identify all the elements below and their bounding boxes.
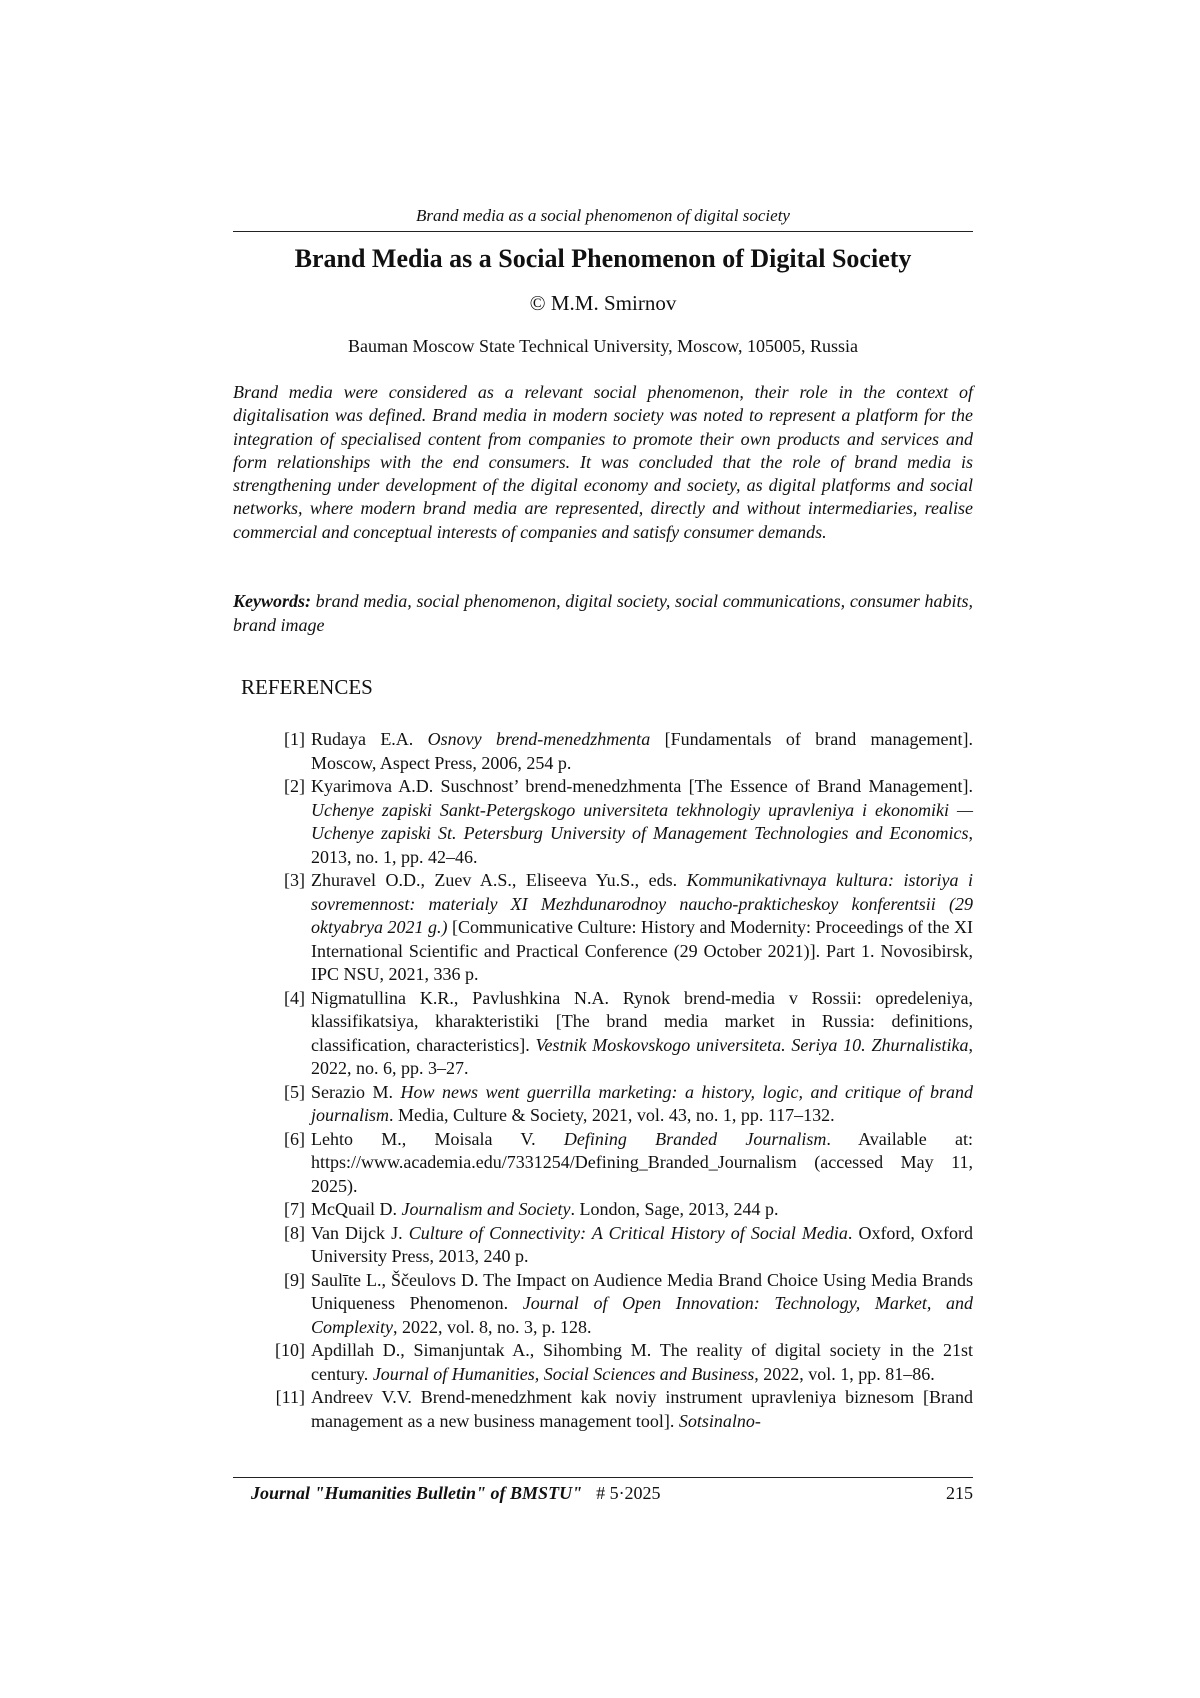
references-list xyxy=(233,728,973,1433)
reference-number: [6] xyxy=(284,1128,305,1149)
reference-item xyxy=(233,1386,973,1433)
article-title: Brand Media as a Social Phenomenon of Digital Society xyxy=(294,244,912,273)
reference-item xyxy=(233,1339,973,1386)
reference-title: How news went guerrilla marketing: a history, logic, and critique of brand journalism xyxy=(311,1081,973,1125)
reference-text: Saulīte L., Ščeulovs D. The Impact on Audience Media Brand Choice Using Media Brands Uniqueness Phenomenon. xyxy=(311,1269,973,1313)
reference-item xyxy=(233,1198,973,1222)
reference-number: [9] xyxy=(284,1269,305,1290)
reference-title: Kommunikativnaya kultura: istoriya i sovremennost: materialy XI Mezhdunarodnoy naucho-prakticheskoy konferentsii (29 oktyabrya 2021 g.) xyxy=(311,870,974,937)
reference-text: , 2022, vol. 1, pp. 81–86. xyxy=(754,1363,935,1384)
page-number: 215 xyxy=(946,1483,973,1503)
reference-number: [10] xyxy=(275,1340,305,1360)
reference-text: Serazio M. xyxy=(311,1081,401,1102)
footer xyxy=(251,1481,973,1505)
reference-item xyxy=(233,869,973,987)
reference-text: . Available at: https://www.academia.edu/7331254/Defining_Branded_Journalism (accessed May 11, 2025). xyxy=(311,1128,973,1196)
reference-item xyxy=(233,775,973,869)
keywords-text: brand media, social phenomenon, digital society, social communications, consumer habits, brand image xyxy=(233,591,973,635)
reference-item xyxy=(233,728,973,775)
reference-item xyxy=(233,1128,973,1199)
reference-text: Van Dijck J. xyxy=(311,1222,409,1243)
reference-item xyxy=(233,1269,973,1340)
reference-text: Kyarimova A.D. Suschnost’ brend-menedzhmenta [The Essence of Brand Management]. xyxy=(311,776,973,796)
keywords-label: Keywords: xyxy=(233,591,311,611)
reference-number: [4] xyxy=(284,987,305,1008)
reference-text: . London, Sage, 2013, 244 p. xyxy=(570,1199,779,1219)
reference-number: [5] xyxy=(284,1081,305,1102)
reference-text: Apdillah D., Simanjuntak A., Sihombing M. The reality of digital society in the 21st century. xyxy=(311,1340,973,1384)
footer-rule xyxy=(233,1477,973,1478)
author: © M.M. Smirnov xyxy=(529,291,677,315)
references-heading: REFERENCES xyxy=(241,675,373,699)
reference-text: Lehto M., Moisala V. xyxy=(311,1128,564,1149)
reference-number: [3] xyxy=(284,870,305,890)
reference-text: Zhuravel O.D., Zuev A.S., Eliseeva Yu.S., eds. xyxy=(311,870,687,890)
reference-text: Andreev V.V. Brend-menedzhment kak noviy instrument upravleniya biznesom [Brand management as a new business management tool]. xyxy=(311,1387,973,1431)
reference-title: Osnovy brend-menedzhmenta xyxy=(427,729,651,749)
reference-number: [11] xyxy=(275,1387,305,1407)
reference-text: . Media, Culture & Society, 2021, vol. 43, no. 1, pp. 117–132. xyxy=(389,1105,835,1125)
footer-journal: Journal "Humanities Bulletin" of BMSTU" xyxy=(251,1483,583,1503)
reference-title: Journal of Humanities, Social Sciences and Business xyxy=(372,1363,755,1384)
reference-number: [7] xyxy=(284,1199,305,1219)
reference-number: [1] xyxy=(284,729,305,749)
footer-issue: # 5·2025 xyxy=(596,1483,661,1503)
abstract: Brand media were considered as a relevant social phenomenon, their role in the context of digitalisation was defined. Brand media in modern society was noted to represent a platform for the integration of specialised content from companies to promote their own products and services and form relationships with the end consumers. It was concluded that the role of brand media is strengthening under development of the digital economy and society, as digital platforms and social networks, where modern brand media are represented, directly and without intermediaries, realise commercial and conceptual interests of companies and satisfy consumer demands. xyxy=(233,382,973,542)
reference-title: Culture of Connectivity: A Critical History of Social Media xyxy=(408,1222,848,1243)
reference-text: , 2022, vol. 8, no. 3, p. 128. xyxy=(392,1316,592,1337)
header-rule xyxy=(233,231,973,232)
reference-text: , 2022, no. 6, pp. 3–27. xyxy=(311,1034,973,1078)
reference-title: Vestnik Moskovskogo universiteta. Seriya 10. Zhurnalistika xyxy=(535,1034,969,1055)
reference-text: [Fundamentals of brand management]. Moscow, Aspect Press, 2006, 254 p. xyxy=(311,729,973,773)
reference-text: [Communicative Culture: History and Modernity: Proceedings of the XI International Scientific and Practical Conference (29 October 2021)]. Part 1. Novosibirsk, IPC NSU, 2021, 336 p. xyxy=(311,917,974,984)
reference-item xyxy=(233,987,973,1081)
affiliation: Bauman Moscow State Technical University, Moscow, 105005, Russia xyxy=(347,336,858,356)
reference-title: Journalism and Society xyxy=(401,1199,571,1219)
reference-text: . Oxford, Oxford University Press, 2013, 240 p. xyxy=(311,1222,973,1266)
keywords xyxy=(233,590,973,637)
reference-item xyxy=(233,1081,973,1128)
reference-text: , 2013, no. 1, pp. 42–46. xyxy=(311,823,973,867)
reference-number: [8] xyxy=(284,1222,305,1243)
reference-title: Journal of Open Innovation: Technology, Market, and Complexity xyxy=(311,1293,973,1337)
reference-title: Sotsinalno- xyxy=(678,1410,761,1431)
reference-item xyxy=(233,1222,973,1269)
reference-title: Defining Branded Journalism xyxy=(563,1128,827,1149)
reference-text: Nigmatullina K.R., Pavlushkina N.A. Rynok brend-media v Rossii: opredeleniya, klassifikatsiya, kharakteristiki [The brand media market in Russia: definitions, classification, characteristics]. xyxy=(311,987,973,1055)
reference-number: [2] xyxy=(284,776,305,796)
reference-text: McQuail D. xyxy=(311,1199,402,1219)
reference-title: Uchenye zapiski Sankt-Petergskogo universiteta tekhnologiy upravleniya i ekonomiki — Uchenye zapiski St. Petersburg University of Management Technologies and Economics xyxy=(311,799,973,843)
reference-text: Rudaya E.A. xyxy=(311,729,428,749)
running-head: Brand media as a social phenomenon of digital society xyxy=(416,206,790,225)
